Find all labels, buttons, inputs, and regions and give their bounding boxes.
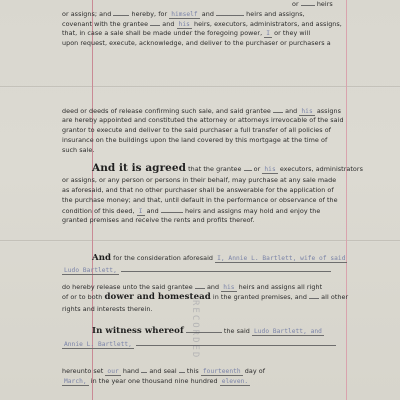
text-line: granted premises and receive the rents and profits thereof. [62,216,255,224]
handwritten-fill: fourteenth [202,368,241,375]
handwritten-fill: himself [171,11,198,18]
text-line: grantor to execute and deliver to the said purchaser a full transfer of all policies of [62,126,331,134]
handwritten-fill: Annie L. Bartlett, [64,341,132,348]
text-line: rights and interests therein. [62,305,153,313]
text-line: do hereby release unto the said grantee and his heirs and assigns all right [62,283,323,291]
handwritten-fill: eleven. [221,378,249,385]
text-line: March, in the year one thousand nine hundred eleven. [64,377,249,385]
text-line: upon request, execute, acknowledge, and deliver to the purchaser or purchasers a [62,39,331,47]
text-line: of or to both dower and homestead in the granted premises, and all other [62,292,349,302]
text-line: And for the consideration aforesaid I, Annie L. Bartlett, wife of said [92,253,346,263]
recorded-stamp: RECORDED [190,300,200,360]
text-line: insurance on the buildings upon the land covered by this mortgage at the time of [62,136,328,144]
text-line: such sale. [62,146,95,154]
text-line: In witness whereof the said Ludo Bartlett, and [92,326,322,336]
handwritten-fill: I [266,30,271,37]
text-line: deed or deeds of release confirming such sale, and said grantee and his assigns [62,107,341,115]
handwritten-fill: his [264,166,276,173]
text-line: condition of this deed, I and heirs and assigns may hold and enjoy the [62,207,321,215]
text-line: hereunto set our hand and seal this fourteenth day of [62,367,265,375]
text-line: covenant with the grantee and his heirs, executors, administrators, and assigns, [62,20,342,28]
section-heading: And [92,253,112,263]
text-line: that, in case a sale shall be made under the foregoing power, I or they will [62,29,311,37]
section-heading: And it is agreed [92,162,187,174]
handwritten-fill: Ludo Bartlett, and [254,328,322,335]
handwritten-fill: Ludo Bartlett, [64,267,117,274]
text-line: as aforesaid, and that no other purchaser shall be answerable for the application of [62,186,334,194]
text-line: And it is agreed that the grantee or his executors, administrators [92,162,363,174]
handwritten-fill: I [138,208,143,215]
fold-crease [0,240,400,242]
text-line: or assigns; and hereby, for himself and heirs and assigns, [62,10,305,18]
text-line: or heirs [292,0,333,8]
handwritten-fill: I, Annie L. Bartlett, wife of said [217,255,346,262]
handwritten-fill: his [223,284,235,291]
handwritten-fill: March, [64,378,87,385]
handwritten-fill: his [178,21,190,28]
margin-rule [346,0,347,400]
text-line [62,265,331,275]
fold-crease [0,86,400,88]
section-heading: In witness whereof [92,326,184,336]
text-line: the purchase money; and that, until default in the performance or observance of the [62,196,338,204]
handwritten-fill: our [107,368,119,375]
text-line: or assigns, or any person or persons in their behalf, may purchase at any sale made [62,176,337,184]
handwritten-fill: his [301,108,313,115]
text-line: are hereby appointed and constituted the attorney or attorneys irrevocable of the said [62,116,344,124]
